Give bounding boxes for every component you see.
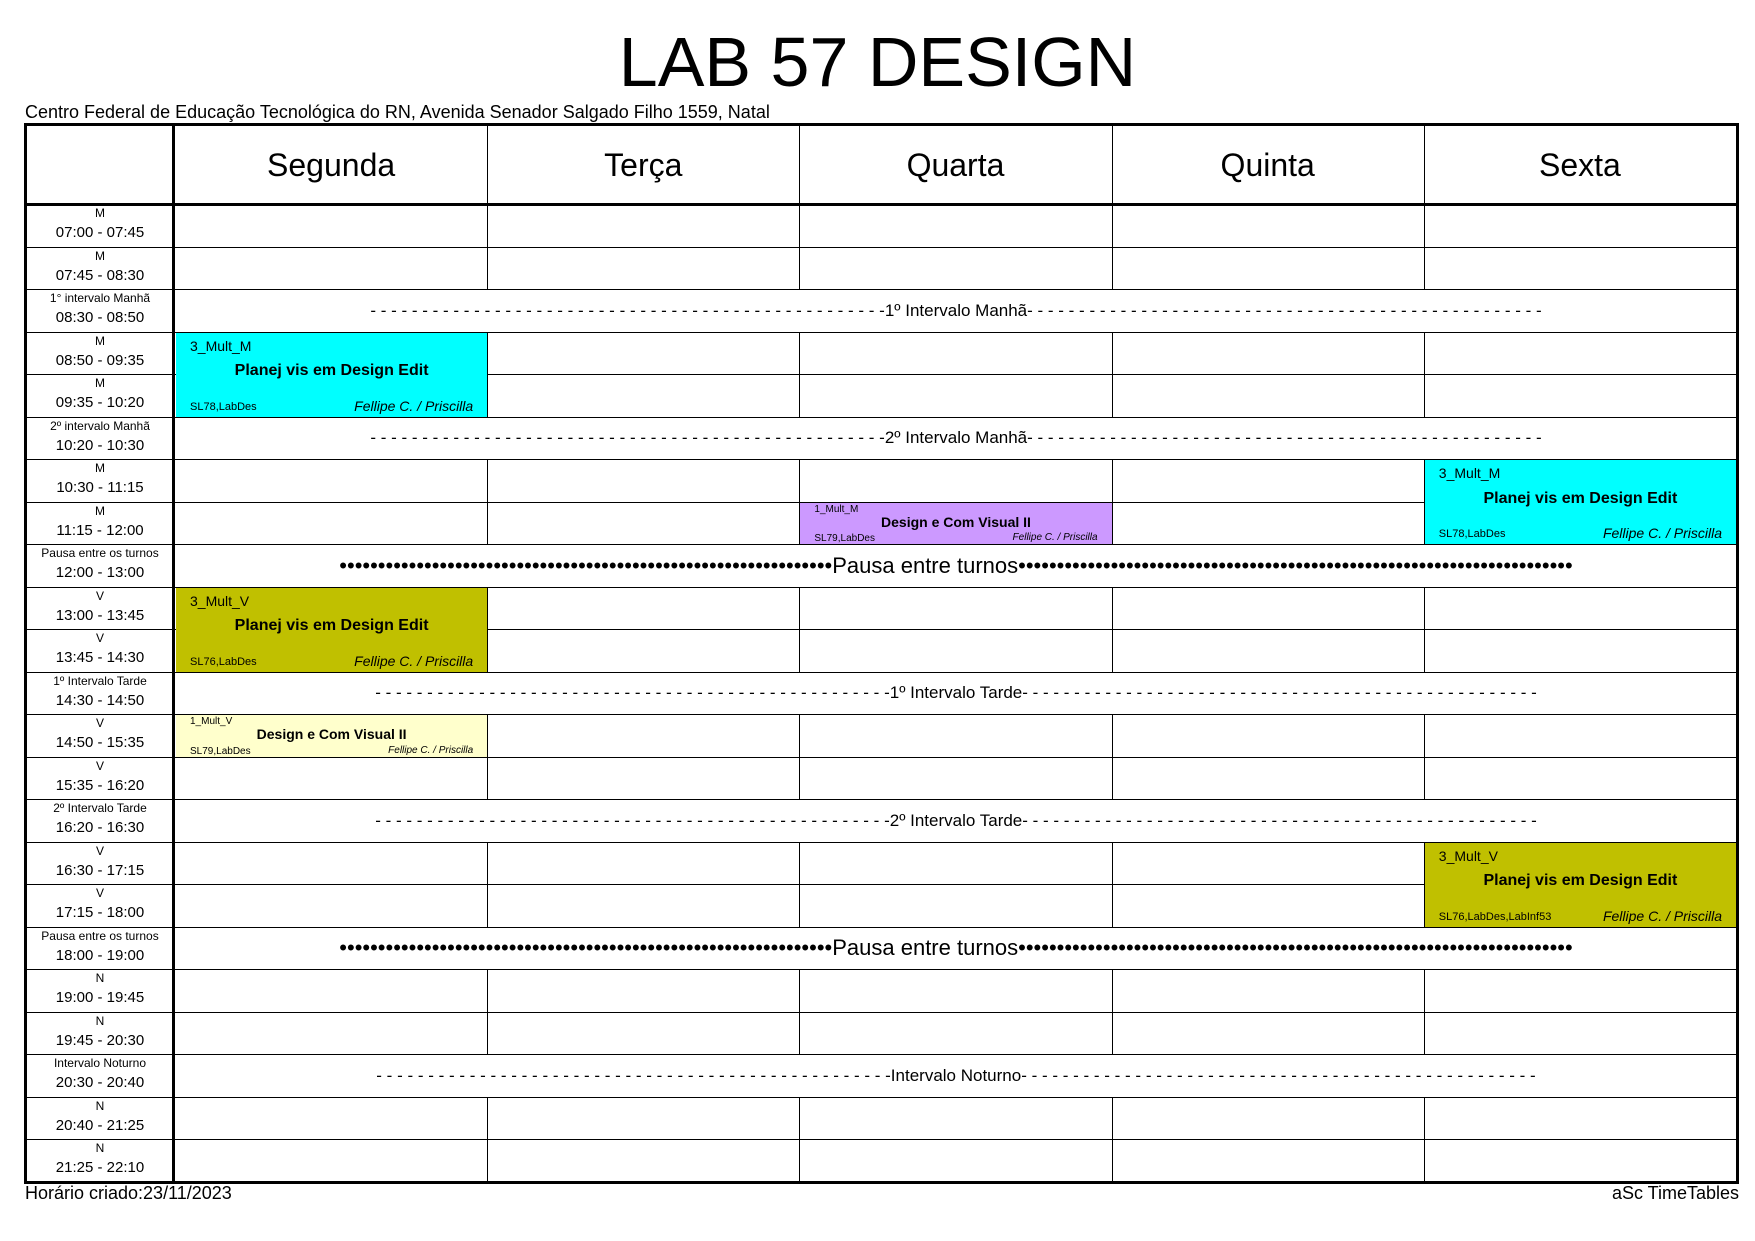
time-slot [27,1012,173,1055]
software-credit: aSc TimeTables [1611,1183,1739,1203]
time-slot [27,629,173,672]
slot-time: 13:00 - 13:45 [55,606,145,624]
day-header: Quarta [906,146,1005,183]
lesson-card[interactable] [1425,460,1736,544]
time-slot [27,289,173,332]
slot-time: 09:35 - 10:20 [55,394,145,411]
time-slot [27,332,173,375]
band-filler: - - - - - - - - - - - - - - - - - - - - - - - - - - - - - - - - - - - - - - - - - - - - - - - - - - [375,810,890,830]
break-band [176,1055,1736,1097]
room-list: SL78,LabDes [190,400,257,413]
lesson-card[interactable] [1425,843,1736,927]
time-slot [27,799,173,842]
band-filler: - - - - - - - - - - - - - - - - - - - - - - - - - - - - - - - - - - - - - - - - - - - - - - - - - - [1027,428,1542,448]
slot-time: 19:00 - 19:45 [55,989,145,1006]
subject-name: Design e Com Visual II [881,513,1031,530]
slot-label: M [95,376,105,390]
slot-label: Pausa entre os turnos [41,546,159,560]
band-filler: - - - - - - - - - - - - - - - - - - - - - - - - - - - - - - - - - - - - - - - - - - - - - - - - - - [1022,810,1537,830]
slot-label: V [95,758,104,773]
slot-time: 08:50 - 09:35 [55,351,145,369]
slot-label: 2º Intervalo Tarde [53,801,147,815]
band-filler: - - - - - - - - - - - - - - - - - - - - - - - - - - - - - - - - - - - - - - - - - - - - - - - - - - [370,300,885,320]
teacher-names: Fellipe C. / Priscilla [1602,907,1722,924]
time-slot [27,1097,173,1140]
slot-time: 13:45 - 14:30 [55,649,145,666]
day-header: Quinta [1220,146,1315,183]
slot-time: 10:30 - 11:15 [56,479,144,496]
day-column-divider [799,126,800,1181]
slot-time: 16:20 - 16:30 [55,819,145,836]
slot-time: 08:30 - 08:50 [55,309,145,326]
day-column-divider [487,126,488,1181]
band-filler: •••••••••••••••••••••••••••••••••••••••••••••••••••••••••••••••••••••••• [1018,935,1573,961]
row-divider [27,969,1736,970]
timetable-grid [24,123,1739,1184]
time-slot [27,927,173,970]
class-code: 3_Mult_V [1438,847,1498,864]
teacher-names: Fellipe C. / Priscilla [354,397,474,414]
slot-label: V [95,631,104,645]
day-header: Sexta [1538,146,1621,183]
time-slot [27,969,173,1012]
time-slot [27,417,173,460]
time-slot [27,757,173,800]
slot-label: N [95,1013,105,1028]
break-band [176,928,1736,970]
break-band [176,290,1736,332]
slot-time: 11:15 - 12:00 [56,521,144,539]
slot-time: 14:30 - 14:50 [55,691,145,709]
slot-label: M [95,248,105,263]
lesson-card[interactable] [176,333,487,417]
band-filler: - - - - - - - - - - - - - - - - - - - - - - - - - - - - - - - - - - - - - - - - - - - - - - - - - - [370,428,885,448]
subject-name: Planej vis em Design Edit [234,362,429,379]
break-label: 1º Intervalo Tarde [889,683,1023,703]
lesson-card[interactable] [176,588,487,672]
slot-time: 18:00 - 19:00 [55,946,145,964]
slot-time: 07:00 - 07:45 [55,224,145,241]
row-divider [27,757,1736,758]
slot-label: M [95,503,105,518]
subject-name: Design e Com Visual II [256,726,407,742]
teacher-names: Fellipe C. / Priscilla [1602,525,1722,541]
band-filler: - - - - - - - - - - - - - - - - - - - - - - - - - - - - - - - - - - - - - - - - - - - - - - - - - - [1022,683,1537,703]
slot-label: N [95,1141,105,1155]
time-slot [27,714,173,757]
room-list: SL76,LabDes,LabInf53 [1438,910,1552,923]
slot-time: 17:15 - 18:00 [55,904,145,921]
time-slot [27,1139,173,1182]
band-filler: •••••••••••••••••••••••••••••••••••••••••••••••••••••••••••••••• [339,552,833,578]
time-slot [27,884,173,927]
band-filler: •••••••••••••••••••••••••••••••••••••••••••••••••••••••••••••••• [339,935,833,961]
break-label: 2º Intervalo Tarde [889,810,1023,830]
subject-name: Planej vis em Design Edit [1483,872,1678,889]
school-address: Centro Federal de Educação Tecnológica do RN, Avenida Senador Salgado Filho 1559, Natal [25,102,770,122]
time-slot [27,374,173,417]
teacher-names: Fellipe C. / Priscilla [388,744,474,756]
class-code: 1_Mult_V [190,716,233,727]
row-divider [27,247,1736,248]
break-label: 1º Intervalo Manhã [884,300,1028,320]
slot-label: 1º Intervalo Tarde [53,673,147,688]
break-band [176,545,1736,587]
day-header: Terça [604,146,683,183]
lesson-card[interactable] [800,503,1111,545]
slot-time: 15:35 - 16:20 [55,776,145,794]
room-list: SL78,LabDes [1438,528,1506,540]
time-slot [27,1054,173,1097]
slot-label: M [95,333,105,348]
slot-label: 1° intervalo Manhã [49,291,151,305]
slot-time: 10:20 - 10:30 [55,436,145,454]
teacher-names: Fellipe C. / Priscilla [354,652,474,669]
class-code: 3_Mult_V [190,592,250,609]
band-filler: •••••••••••••••••••••••••••••••••••••••••••••••••••••••••••••••••••••••• [1018,552,1573,578]
row-divider [27,1097,1736,1098]
subject-name: Planej vis em Design Edit [1483,489,1678,507]
room-list: SL76,LabDes [190,655,257,668]
row-divider [27,1139,1736,1140]
slot-label: V [95,843,104,858]
slot-time: 21:25 - 22:10 [55,1159,145,1176]
class-code: 3_Mult_M [190,337,252,354]
time-column-divider [172,126,175,1181]
break-label: Pausa entre turnos [832,935,1019,961]
band-filler: - - - - - - - - - - - - - - - - - - - - - - - - - - - - - - - - - - - - - - - - - - - - - - - - - - [1027,300,1542,320]
time-slot [27,842,173,885]
break-label: Intervalo Noturno [890,1065,1022,1085]
lesson-card[interactable] [176,715,487,757]
created-date: Horário criado:23/11/2023 [25,1183,232,1203]
slot-time: 07:45 - 08:30 [55,266,145,284]
break-band [176,673,1736,715]
slot-label: Intervalo Noturno [53,1056,147,1070]
day-column-divider [1424,126,1425,1181]
room-list: SL79,LabDes [190,745,251,757]
slot-label: N [95,1098,105,1113]
header-divider [27,203,1736,206]
break-label: Pausa entre turnos [832,552,1019,578]
break-band [176,418,1736,460]
time-slot [27,204,173,247]
slot-label: V [95,716,104,730]
slot-label: M [95,461,105,475]
page-title: LAB 57 DESIGN [618,23,1137,101]
time-slot [27,502,173,545]
slot-time: 14:50 - 15:35 [55,734,145,751]
slot-label: V [95,886,104,900]
slot-time: 20:40 - 21:25 [55,1116,145,1134]
room-list: SL79,LabDes [814,533,875,544]
slot-label: M [95,206,105,220]
row-divider [27,1012,1736,1013]
slot-time: 16:30 - 17:15 [55,861,145,879]
time-slot [27,672,173,715]
band-filler: - - - - - - - - - - - - - - - - - - - - - - - - - - - - - - - - - - - - - - - - - - - - - - - - - - [376,1065,891,1085]
slot-time: 12:00 - 13:00 [55,564,145,581]
slot-label: 2º intervalo Manhã [50,418,150,433]
band-filler: - - - - - - - - - - - - - - - - - - - - - - - - - - - - - - - - - - - - - - - - - - - - - - - - - - [1021,1065,1536,1085]
teacher-names: Fellipe C. / Priscilla [1012,532,1098,543]
time-slot [27,587,173,630]
time-slot [27,247,173,290]
day-column-divider [1112,126,1113,1181]
slot-label: V [95,588,104,603]
time-slot [27,544,173,587]
subject-name: Planej vis em Design Edit [234,617,429,634]
class-code: 1_Mult_M [814,503,859,515]
band-filler: - - - - - - - - - - - - - - - - - - - - - - - - - - - - - - - - - - - - - - - - - - - - - - - - - - [375,683,890,703]
class-code: 3_Mult_M [1438,465,1501,481]
slot-label: Pausa entre os turnos [41,928,159,943]
slot-time: 20:30 - 20:40 [55,1074,145,1091]
slot-time: 19:45 - 20:30 [55,1031,145,1049]
break-band [176,800,1736,842]
day-header: Segunda [267,146,396,183]
slot-label: N [95,971,105,985]
time-slot [27,459,173,502]
break-label: 2º Intervalo Manhã [884,428,1028,448]
